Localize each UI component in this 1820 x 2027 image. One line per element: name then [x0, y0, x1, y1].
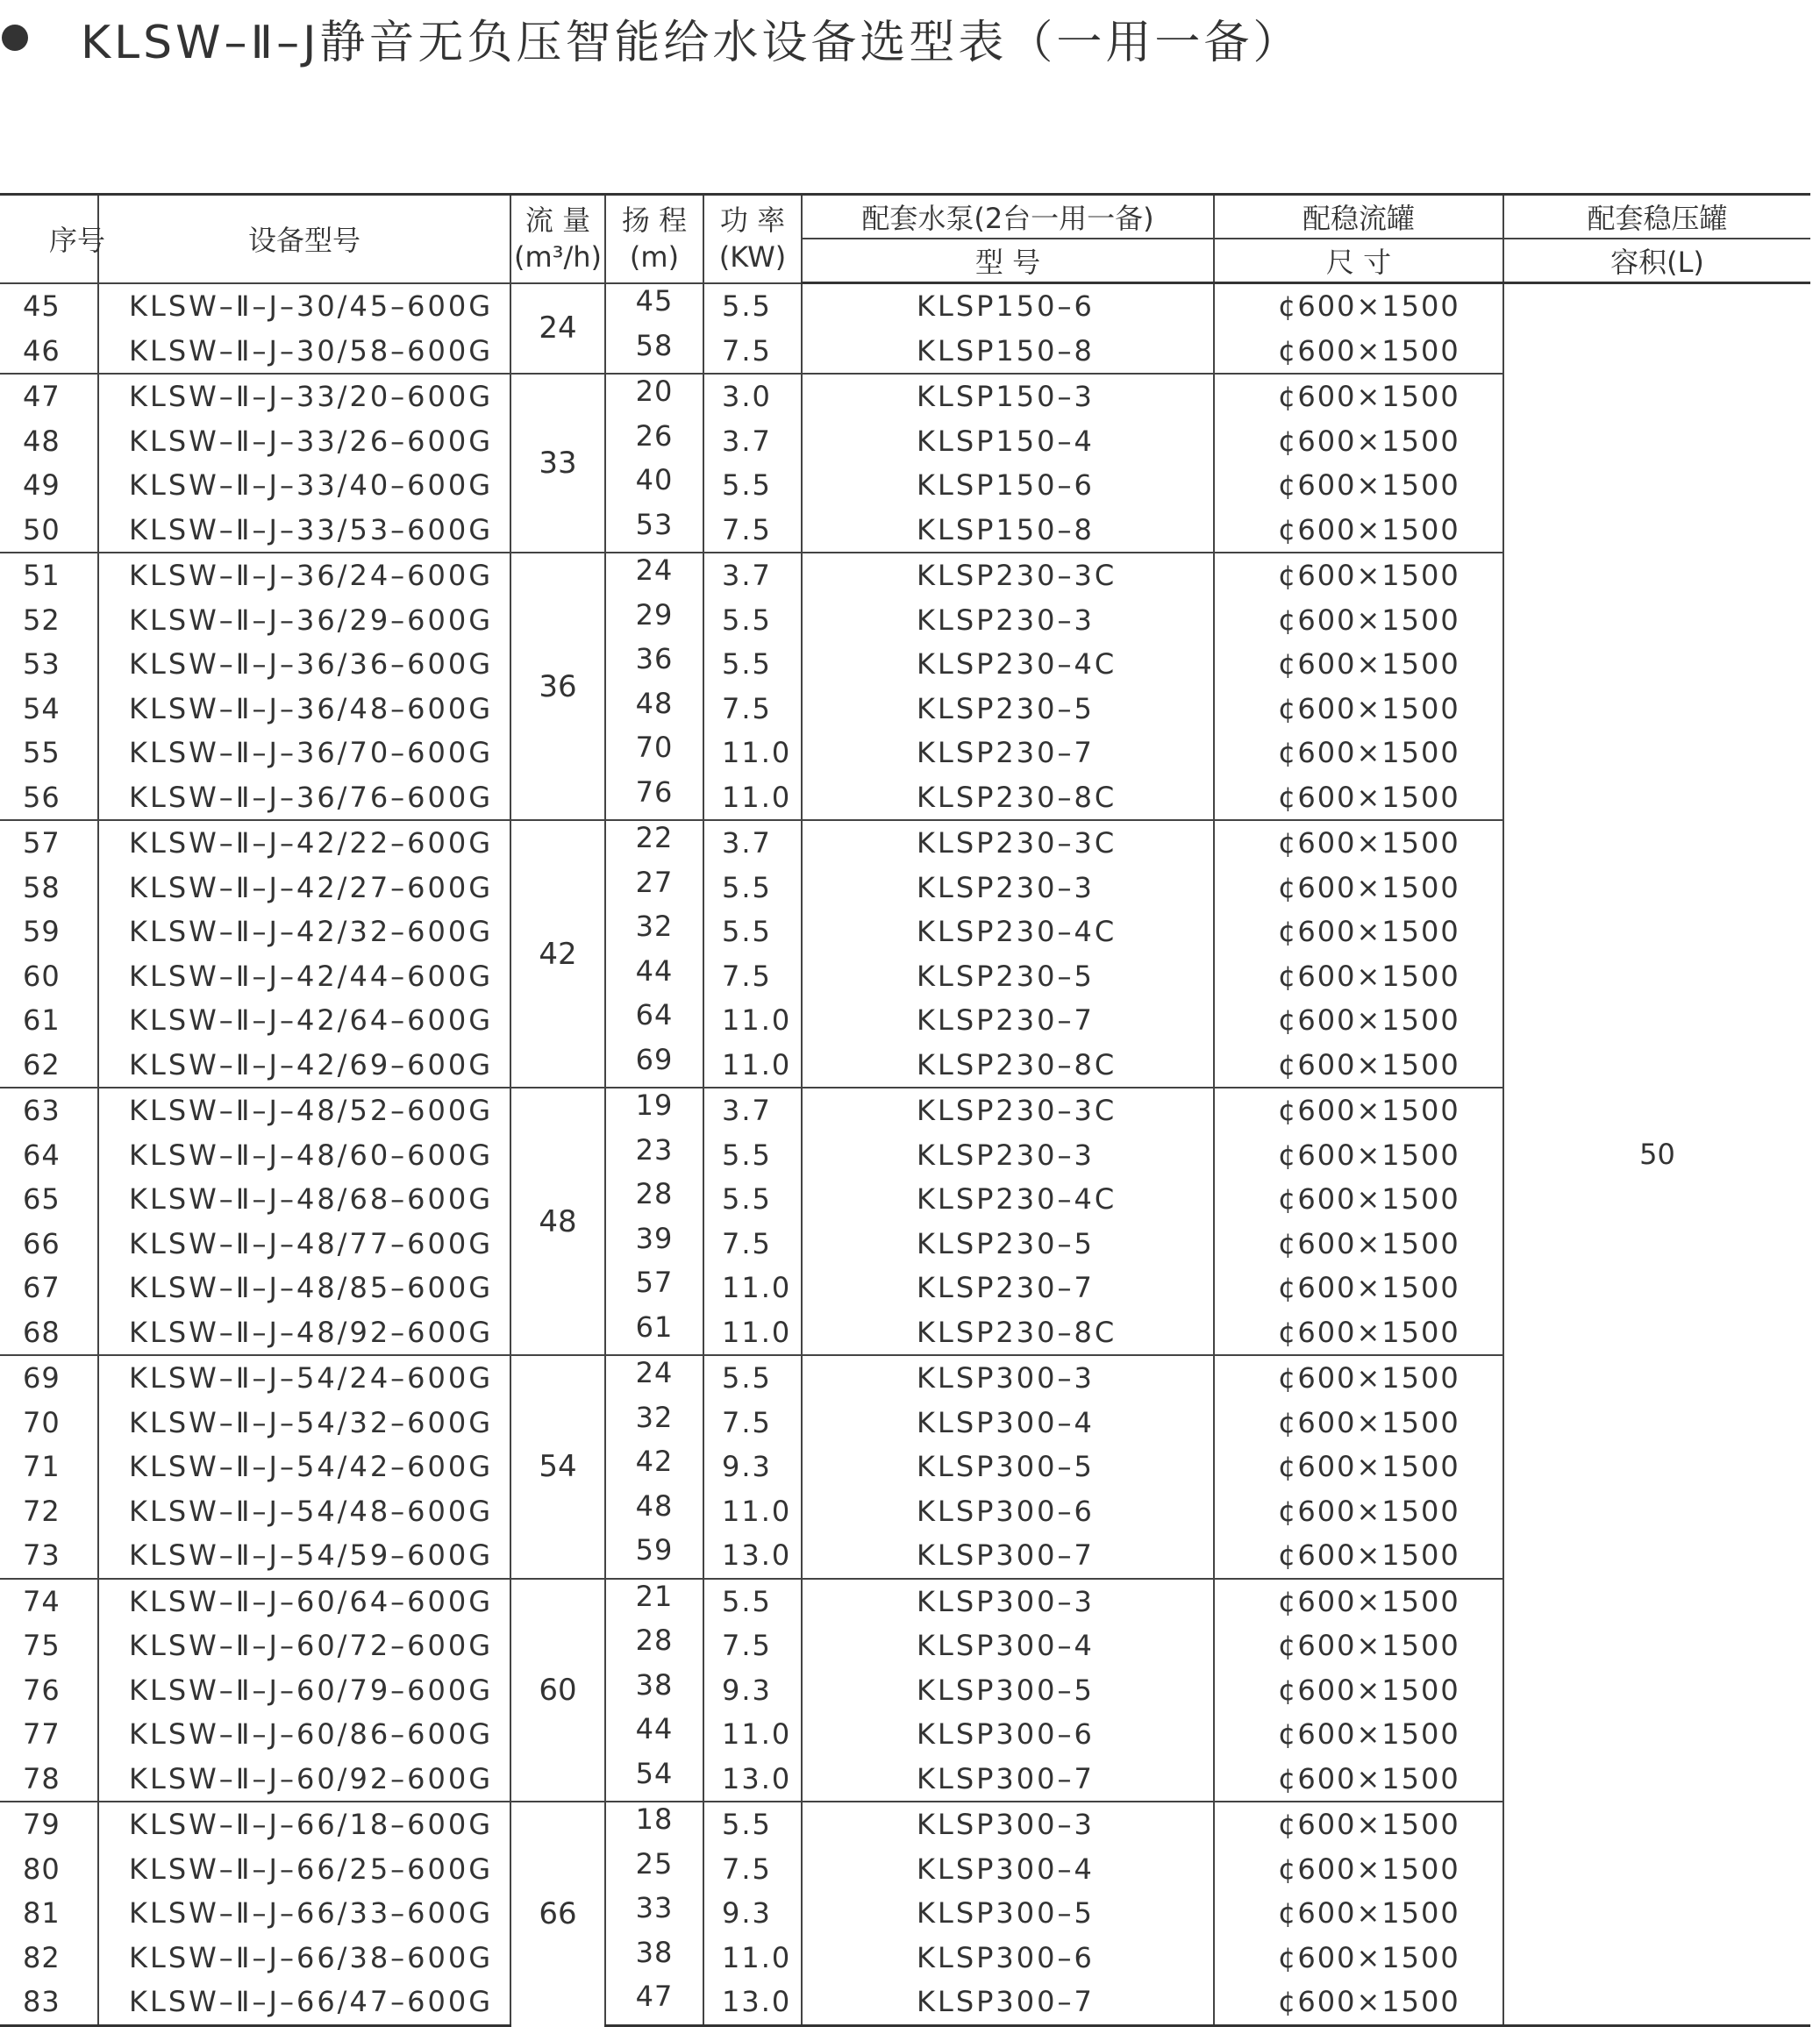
power-cell: 5.5 — [703, 866, 802, 910]
power-cell: 5.5 — [703, 1133, 802, 1178]
pump-model-cell: KLSP150–8 — [802, 329, 1214, 375]
power-cell: 5.5 — [703, 1802, 802, 1847]
header-head-unit: (m) — [629, 240, 680, 275]
table-row — [0, 283, 1810, 329]
header-flow-unit: (m³/h) — [513, 240, 603, 275]
tank-size-cell: ¢600×1500 — [1214, 954, 1503, 999]
pump-model-cell: KLSP300–5 — [802, 1891, 1214, 1936]
pump-model-cell: KLSP230–4C — [802, 910, 1214, 954]
model-cell: KLSW–Ⅱ–J–33/40–600G — [98, 463, 510, 508]
seq-cell: 50 — [0, 508, 98, 553]
seq-cell: 60 — [0, 954, 98, 999]
head-cell: 27 — [605, 866, 703, 910]
head-cell: 59 — [605, 1533, 703, 1579]
pump-model-cell: KLSP300–7 — [802, 1980, 1214, 2025]
header-power-unit: (KW) — [718, 240, 787, 275]
seq-cell: 62 — [0, 1043, 98, 1088]
seq-cell: 67 — [0, 1266, 98, 1310]
head-cell: 33 — [605, 1891, 703, 1936]
model-cell: KLSW–Ⅱ–J–33/20–600G — [98, 374, 510, 419]
model-cell: KLSW–Ⅱ–J–42/64–600G — [98, 998, 510, 1043]
pump-model-cell: KLSP300–7 — [802, 1757, 1214, 1802]
head-cell: 69 — [605, 1043, 703, 1088]
power-cell: 7.5 — [703, 1624, 802, 1668]
pump-model-cell: KLSP150–4 — [802, 419, 1214, 464]
power-cell: 11.0 — [703, 1266, 802, 1310]
model-cell: KLSW–Ⅱ–J–60/64–600G — [98, 1579, 510, 1624]
head-cell: 36 — [605, 642, 703, 687]
page-title: KLSW–Ⅱ–J静音无负压智能给水设备选型表（一用一备） — [81, 16, 1303, 69]
tank-size-cell: ¢600×1500 — [1214, 419, 1503, 464]
pump-model-cell: KLSP230–3 — [802, 866, 1214, 910]
seq-cell: 70 — [0, 1401, 98, 1445]
tank-size-cell: ¢600×1500 — [1214, 1624, 1503, 1668]
flow-cell: 60 — [510, 1579, 605, 1802]
power-cell: 11.0 — [703, 1936, 802, 1981]
seq-cell: 78 — [0, 1757, 98, 1802]
seq-cell: 53 — [0, 642, 98, 687]
power-cell: 9.3 — [703, 1891, 802, 1936]
model-cell: KLSW–Ⅱ–J–48/77–600G — [98, 1222, 510, 1267]
pump-model-cell: KLSP150–8 — [802, 508, 1214, 553]
head-cell: 23 — [605, 1133, 703, 1178]
head-cell: 38 — [605, 1936, 703, 1981]
seq-cell: 79 — [0, 1802, 98, 1847]
tank-size-cell: ¢600×1500 — [1214, 598, 1503, 643]
pump-model-cell: KLSP230–5 — [802, 1222, 1214, 1267]
flow-cell: 54 — [510, 1355, 605, 1579]
pump-model-cell: KLSP230–4C — [802, 1177, 1214, 1222]
power-cell: 7.5 — [703, 1222, 802, 1267]
power-cell: 11.0 — [703, 731, 802, 775]
tank-size-cell: ¢600×1500 — [1214, 731, 1503, 775]
pump-model-cell: KLSP230–4C — [802, 642, 1214, 687]
model-cell: KLSW–Ⅱ–J–42/44–600G — [98, 954, 510, 999]
power-cell: 5.5 — [703, 1355, 802, 1401]
head-cell: 26 — [605, 419, 703, 464]
power-cell: 7.5 — [703, 508, 802, 553]
power-cell: 7.5 — [703, 1847, 802, 1892]
model-cell: KLSW–Ⅱ–J–60/92–600G — [98, 1757, 510, 1802]
tank-size-cell: ¢600×1500 — [1214, 687, 1503, 732]
model-cell: KLSW–Ⅱ–J–30/45–600G — [98, 283, 510, 329]
pump-model-cell: KLSP300–6 — [802, 1489, 1214, 1534]
power-cell: 11.0 — [703, 1489, 802, 1534]
pump-model-cell: KLSP150–6 — [802, 463, 1214, 508]
seq-cell: 71 — [0, 1445, 98, 1489]
pump-model-cell: KLSP300–4 — [802, 1847, 1214, 1892]
tank-size-cell: ¢600×1500 — [1214, 1668, 1503, 1713]
selection-table — [0, 193, 1810, 2027]
seq-cell: 57 — [0, 820, 98, 866]
flow-cell: 36 — [510, 553, 605, 820]
pump-model-cell: KLSP230–3 — [802, 598, 1214, 643]
header-volume: 容积(L) — [1503, 239, 1810, 283]
tank-size-cell: ¢600×1500 — [1214, 1222, 1503, 1267]
tank-size-cell: ¢600×1500 — [1214, 1133, 1503, 1178]
model-cell: KLSW–Ⅱ–J–48/92–600G — [98, 1310, 510, 1356]
tank-size-cell: ¢600×1500 — [1214, 1401, 1503, 1445]
seq-cell: 48 — [0, 419, 98, 464]
model-cell: KLSW–Ⅱ–J–42/27–600G — [98, 866, 510, 910]
power-cell: 7.5 — [703, 1401, 802, 1445]
model-cell: KLSW–Ⅱ–J–30/58–600G — [98, 329, 510, 375]
power-cell: 7.5 — [703, 329, 802, 375]
power-cell: 3.7 — [703, 419, 802, 464]
head-cell: 76 — [605, 775, 703, 821]
head-cell: 18 — [605, 1802, 703, 1847]
pump-model-cell: KLSP230–3 — [802, 1133, 1214, 1178]
flow-cell: 24 — [510, 283, 605, 375]
head-cell: 70 — [605, 731, 703, 775]
model-cell: KLSW–Ⅱ–J–36/29–600G — [98, 598, 510, 643]
model-cell: KLSW–Ⅱ–J–42/22–600G — [98, 820, 510, 866]
table-header — [0, 195, 1810, 283]
tank-size-cell: ¢600×1500 — [1214, 1043, 1503, 1088]
model-cell: KLSW–Ⅱ–J–48/60–600G — [98, 1133, 510, 1178]
head-cell: 32 — [605, 1401, 703, 1445]
power-cell: 11.0 — [703, 998, 802, 1043]
tank-size-cell: ¢600×1500 — [1214, 553, 1503, 598]
tank-size-cell: ¢600×1500 — [1214, 1533, 1503, 1579]
tank-size-cell: ¢600×1500 — [1214, 1579, 1503, 1624]
tank-size-cell: ¢600×1500 — [1214, 283, 1503, 329]
power-cell: 5.5 — [703, 1579, 802, 1624]
model-cell: KLSW–Ⅱ–J–60/86–600G — [98, 1712, 510, 1757]
pump-model-cell: KLSP230–7 — [802, 1266, 1214, 1310]
header-tank-group: 配稳流罐 — [1214, 195, 1503, 239]
seq-cell: 65 — [0, 1177, 98, 1222]
table-body — [0, 283, 1810, 2026]
model-cell: KLSW–Ⅱ–J–54/24–600G — [98, 1355, 510, 1401]
seq-cell: 59 — [0, 910, 98, 954]
tank-size-cell: ¢600×1500 — [1214, 820, 1503, 866]
pump-model-cell: KLSP230–3C — [802, 1088, 1214, 1133]
seq-cell: 66 — [0, 1222, 98, 1267]
model-cell: KLSW–Ⅱ–J–54/59–600G — [98, 1533, 510, 1579]
pump-model-cell: KLSP230–3C — [802, 820, 1214, 866]
power-cell: 7.5 — [703, 687, 802, 732]
head-cell: 53 — [605, 508, 703, 553]
seq-cell: 52 — [0, 598, 98, 643]
pump-model-cell: KLSP300–5 — [802, 1445, 1214, 1489]
tank-size-cell: ¢600×1500 — [1214, 463, 1503, 508]
model-cell: KLSW–Ⅱ–J–66/38–600G — [98, 1936, 510, 1981]
head-cell: 42 — [605, 1445, 703, 1489]
power-cell: 5.5 — [703, 283, 802, 329]
header-model: 设备型号 — [98, 195, 510, 283]
tank-size-cell: ¢600×1500 — [1214, 998, 1503, 1043]
model-cell: KLSW–Ⅱ–J–33/26–600G — [98, 419, 510, 464]
power-cell: 5.5 — [703, 642, 802, 687]
head-cell: 45 — [605, 283, 703, 329]
pump-model-cell: KLSP300–4 — [802, 1401, 1214, 1445]
head-cell: 19 — [605, 1088, 703, 1133]
tank-size-cell: ¢600×1500 — [1214, 1757, 1503, 1802]
model-cell: KLSW–Ⅱ–J–66/25–600G — [98, 1847, 510, 1892]
tank-size-cell: ¢600×1500 — [1214, 329, 1503, 375]
seq-cell: 58 — [0, 866, 98, 910]
seq-cell: 46 — [0, 329, 98, 375]
pump-model-cell: KLSP230–3C — [802, 553, 1214, 598]
seq-cell: 83 — [0, 1980, 98, 2025]
head-cell: 28 — [605, 1624, 703, 1668]
head-cell: 20 — [605, 374, 703, 419]
power-cell: 9.3 — [703, 1445, 802, 1489]
power-cell: 11.0 — [703, 1043, 802, 1088]
header-pump-model: 型 号 — [802, 239, 1214, 283]
header-power-label: 功 率 — [719, 203, 786, 238]
bullet-icon — [2, 25, 28, 51]
seq-cell: 81 — [0, 1891, 98, 1936]
model-cell: KLSW–Ⅱ–J–42/69–600G — [98, 1043, 510, 1088]
flow-cell: 66 — [510, 1802, 605, 2025]
seq-cell: 51 — [0, 553, 98, 598]
pump-model-cell: KLSP230–7 — [802, 998, 1214, 1043]
head-cell: 47 — [605, 1980, 703, 2025]
model-cell: KLSW–Ⅱ–J–36/36–600G — [98, 642, 510, 687]
tank-size-cell: ¢600×1500 — [1214, 1266, 1503, 1310]
seq-cell: 56 — [0, 775, 98, 821]
tank-size-cell: ¢600×1500 — [1214, 1802, 1503, 1847]
head-cell: 38 — [605, 1668, 703, 1713]
model-cell: KLSW–Ⅱ–J–36/48–600G — [98, 687, 510, 732]
model-cell: KLSW–Ⅱ–J–54/48–600G — [98, 1489, 510, 1534]
pump-model-cell: KLSP230–5 — [802, 954, 1214, 999]
tank-size-cell: ¢600×1500 — [1214, 1489, 1503, 1534]
head-cell: 44 — [605, 954, 703, 999]
seq-cell: 68 — [0, 1310, 98, 1356]
model-cell: KLSW–Ⅱ–J–36/24–600G — [98, 553, 510, 598]
header-volume-group: 配套稳压罐 — [1503, 195, 1810, 239]
seq-cell: 55 — [0, 731, 98, 775]
seq-cell: 74 — [0, 1579, 98, 1624]
pump-model-cell: KLSP230–5 — [802, 687, 1214, 732]
flow-cell: 42 — [510, 820, 605, 1088]
head-cell: 29 — [605, 598, 703, 643]
head-cell: 32 — [605, 910, 703, 954]
model-cell: KLSW–Ⅱ–J–66/33–600G — [98, 1891, 510, 1936]
model-cell: KLSW–Ⅱ–J–48/85–600G — [98, 1266, 510, 1310]
header-tank-size: 尺 寸 — [1214, 239, 1503, 283]
header-head-label: 扬 程 — [621, 203, 688, 238]
model-cell: KLSW–Ⅱ–J–33/53–600G — [98, 508, 510, 553]
head-cell: 48 — [605, 1489, 703, 1534]
seq-cell: 45 — [0, 283, 98, 329]
pump-model-cell: KLSP300–6 — [802, 1936, 1214, 1981]
head-cell: 40 — [605, 463, 703, 508]
power-cell: 9.3 — [703, 1668, 802, 1713]
seq-cell: 72 — [0, 1489, 98, 1534]
pump-model-cell: KLSP300–3 — [802, 1579, 1214, 1624]
seq-cell: 49 — [0, 463, 98, 508]
tank-size-cell: ¢600×1500 — [1214, 1936, 1503, 1981]
pump-model-cell: KLSP300–5 — [802, 1668, 1214, 1713]
head-cell: 24 — [605, 1355, 703, 1401]
tank-size-cell: ¢600×1500 — [1214, 910, 1503, 954]
model-cell: KLSW–Ⅱ–J–66/18–600G — [98, 1802, 510, 1847]
power-cell: 13.0 — [703, 1980, 802, 2025]
model-cell: KLSW–Ⅱ–J–66/47–600G — [98, 1980, 510, 2025]
header-flow — [510, 195, 605, 283]
power-cell: 3.7 — [703, 820, 802, 866]
pump-model-cell: KLSP300–4 — [802, 1624, 1214, 1668]
head-cell: 44 — [605, 1712, 703, 1757]
seq-cell: 63 — [0, 1088, 98, 1133]
seq-cell: 73 — [0, 1533, 98, 1579]
head-cell: 39 — [605, 1222, 703, 1267]
seq-cell: 64 — [0, 1133, 98, 1178]
head-cell: 58 — [605, 329, 703, 375]
head-cell: 25 — [605, 1847, 703, 1892]
pump-model-cell: KLSP150–3 — [802, 374, 1214, 419]
header-pump-group: 配套水泵(2台一用一备) — [802, 195, 1214, 239]
pump-model-cell: KLSP300–3 — [802, 1802, 1214, 1847]
pump-model-cell: KLSP230–8C — [802, 775, 1214, 821]
model-cell: KLSW–Ⅱ–J–54/32–600G — [98, 1401, 510, 1445]
model-cell: KLSW–Ⅱ–J–54/42–600G — [98, 1445, 510, 1489]
tank-size-cell: ¢600×1500 — [1214, 1980, 1503, 2025]
seq-cell: 80 — [0, 1847, 98, 1892]
pump-model-cell: KLSP230–8C — [802, 1310, 1214, 1356]
model-cell: KLSW–Ⅱ–J–60/72–600G — [98, 1624, 510, 1668]
power-cell: 3.0 — [703, 374, 802, 419]
power-cell: 11.0 — [703, 1310, 802, 1356]
seq-cell: 54 — [0, 687, 98, 732]
seq-cell: 76 — [0, 1668, 98, 1713]
pump-model-cell: KLSP300–3 — [802, 1355, 1214, 1401]
seq-cell: 75 — [0, 1624, 98, 1668]
tank-size-cell: ¢600×1500 — [1214, 866, 1503, 910]
power-cell: 13.0 — [703, 1533, 802, 1579]
tank-size-cell: ¢600×1500 — [1214, 1310, 1503, 1356]
power-cell: 7.5 — [703, 954, 802, 999]
tank-size-cell: ¢600×1500 — [1214, 1445, 1503, 1489]
seq-cell: 82 — [0, 1936, 98, 1981]
pump-model-cell: KLSP300–7 — [802, 1533, 1214, 1579]
head-cell: 57 — [605, 1266, 703, 1310]
seq-cell: 47 — [0, 374, 98, 419]
head-cell: 24 — [605, 553, 703, 598]
header-power — [703, 195, 802, 283]
seq-cell: 77 — [0, 1712, 98, 1757]
title-row — [0, 7, 1302, 68]
head-cell: 64 — [605, 998, 703, 1043]
power-cell: 3.7 — [703, 553, 802, 598]
power-cell: 11.0 — [703, 1712, 802, 1757]
pump-model-cell: KLSP150–6 — [802, 283, 1214, 329]
tank-size-cell: ¢600×1500 — [1214, 1712, 1503, 1757]
power-cell: 5.5 — [703, 910, 802, 954]
volume-cell: 50 — [1503, 283, 1810, 2026]
model-cell: KLSW–Ⅱ–J–42/32–600G — [98, 910, 510, 954]
tank-size-cell: ¢600×1500 — [1214, 775, 1503, 821]
power-cell: 5.5 — [703, 1177, 802, 1222]
power-cell: 13.0 — [703, 1757, 802, 1802]
header-flow-label: 流 量 — [525, 203, 591, 238]
power-cell: 5.5 — [703, 598, 802, 643]
flow-cell: 33 — [510, 374, 605, 553]
flow-cell: 48 — [510, 1088, 605, 1355]
power-cell: 5.5 — [703, 463, 802, 508]
header-head — [605, 195, 703, 283]
seq-cell: 69 — [0, 1355, 98, 1401]
head-cell: 21 — [605, 1579, 703, 1624]
tank-size-cell: ¢600×1500 — [1214, 374, 1503, 419]
pump-model-cell: KLSP230–7 — [802, 731, 1214, 775]
head-cell: 61 — [605, 1310, 703, 1356]
tank-size-cell: ¢600×1500 — [1214, 1847, 1503, 1892]
tank-size-cell: ¢600×1500 — [1214, 642, 1503, 687]
pump-model-cell: KLSP300–6 — [802, 1712, 1214, 1757]
tank-size-cell: ¢600×1500 — [1214, 1177, 1503, 1222]
tank-size-cell: ¢600×1500 — [1214, 1891, 1503, 1936]
power-cell: 3.7 — [703, 1088, 802, 1133]
head-cell: 48 — [605, 687, 703, 732]
seq-cell: 61 — [0, 998, 98, 1043]
head-cell: 28 — [605, 1177, 703, 1222]
tank-size-cell: ¢600×1500 — [1214, 508, 1503, 553]
head-cell: 22 — [605, 820, 703, 866]
head-cell: 54 — [605, 1757, 703, 1802]
model-cell: KLSW–Ⅱ–J–48/52–600G — [98, 1088, 510, 1133]
tank-size-cell: ¢600×1500 — [1214, 1088, 1503, 1133]
model-cell: KLSW–Ⅱ–J–36/76–600G — [98, 775, 510, 821]
pump-model-cell: KLSP230–8C — [802, 1043, 1214, 1088]
header-seq: 序号 — [0, 195, 98, 283]
power-cell: 11.0 — [703, 775, 802, 821]
tank-size-cell: ¢600×1500 — [1214, 1355, 1503, 1401]
model-cell: KLSW–Ⅱ–J–60/79–600G — [98, 1668, 510, 1713]
model-cell: KLSW–Ⅱ–J–36/70–600G — [98, 731, 510, 775]
model-cell: KLSW–Ⅱ–J–48/68–600G — [98, 1177, 510, 1222]
